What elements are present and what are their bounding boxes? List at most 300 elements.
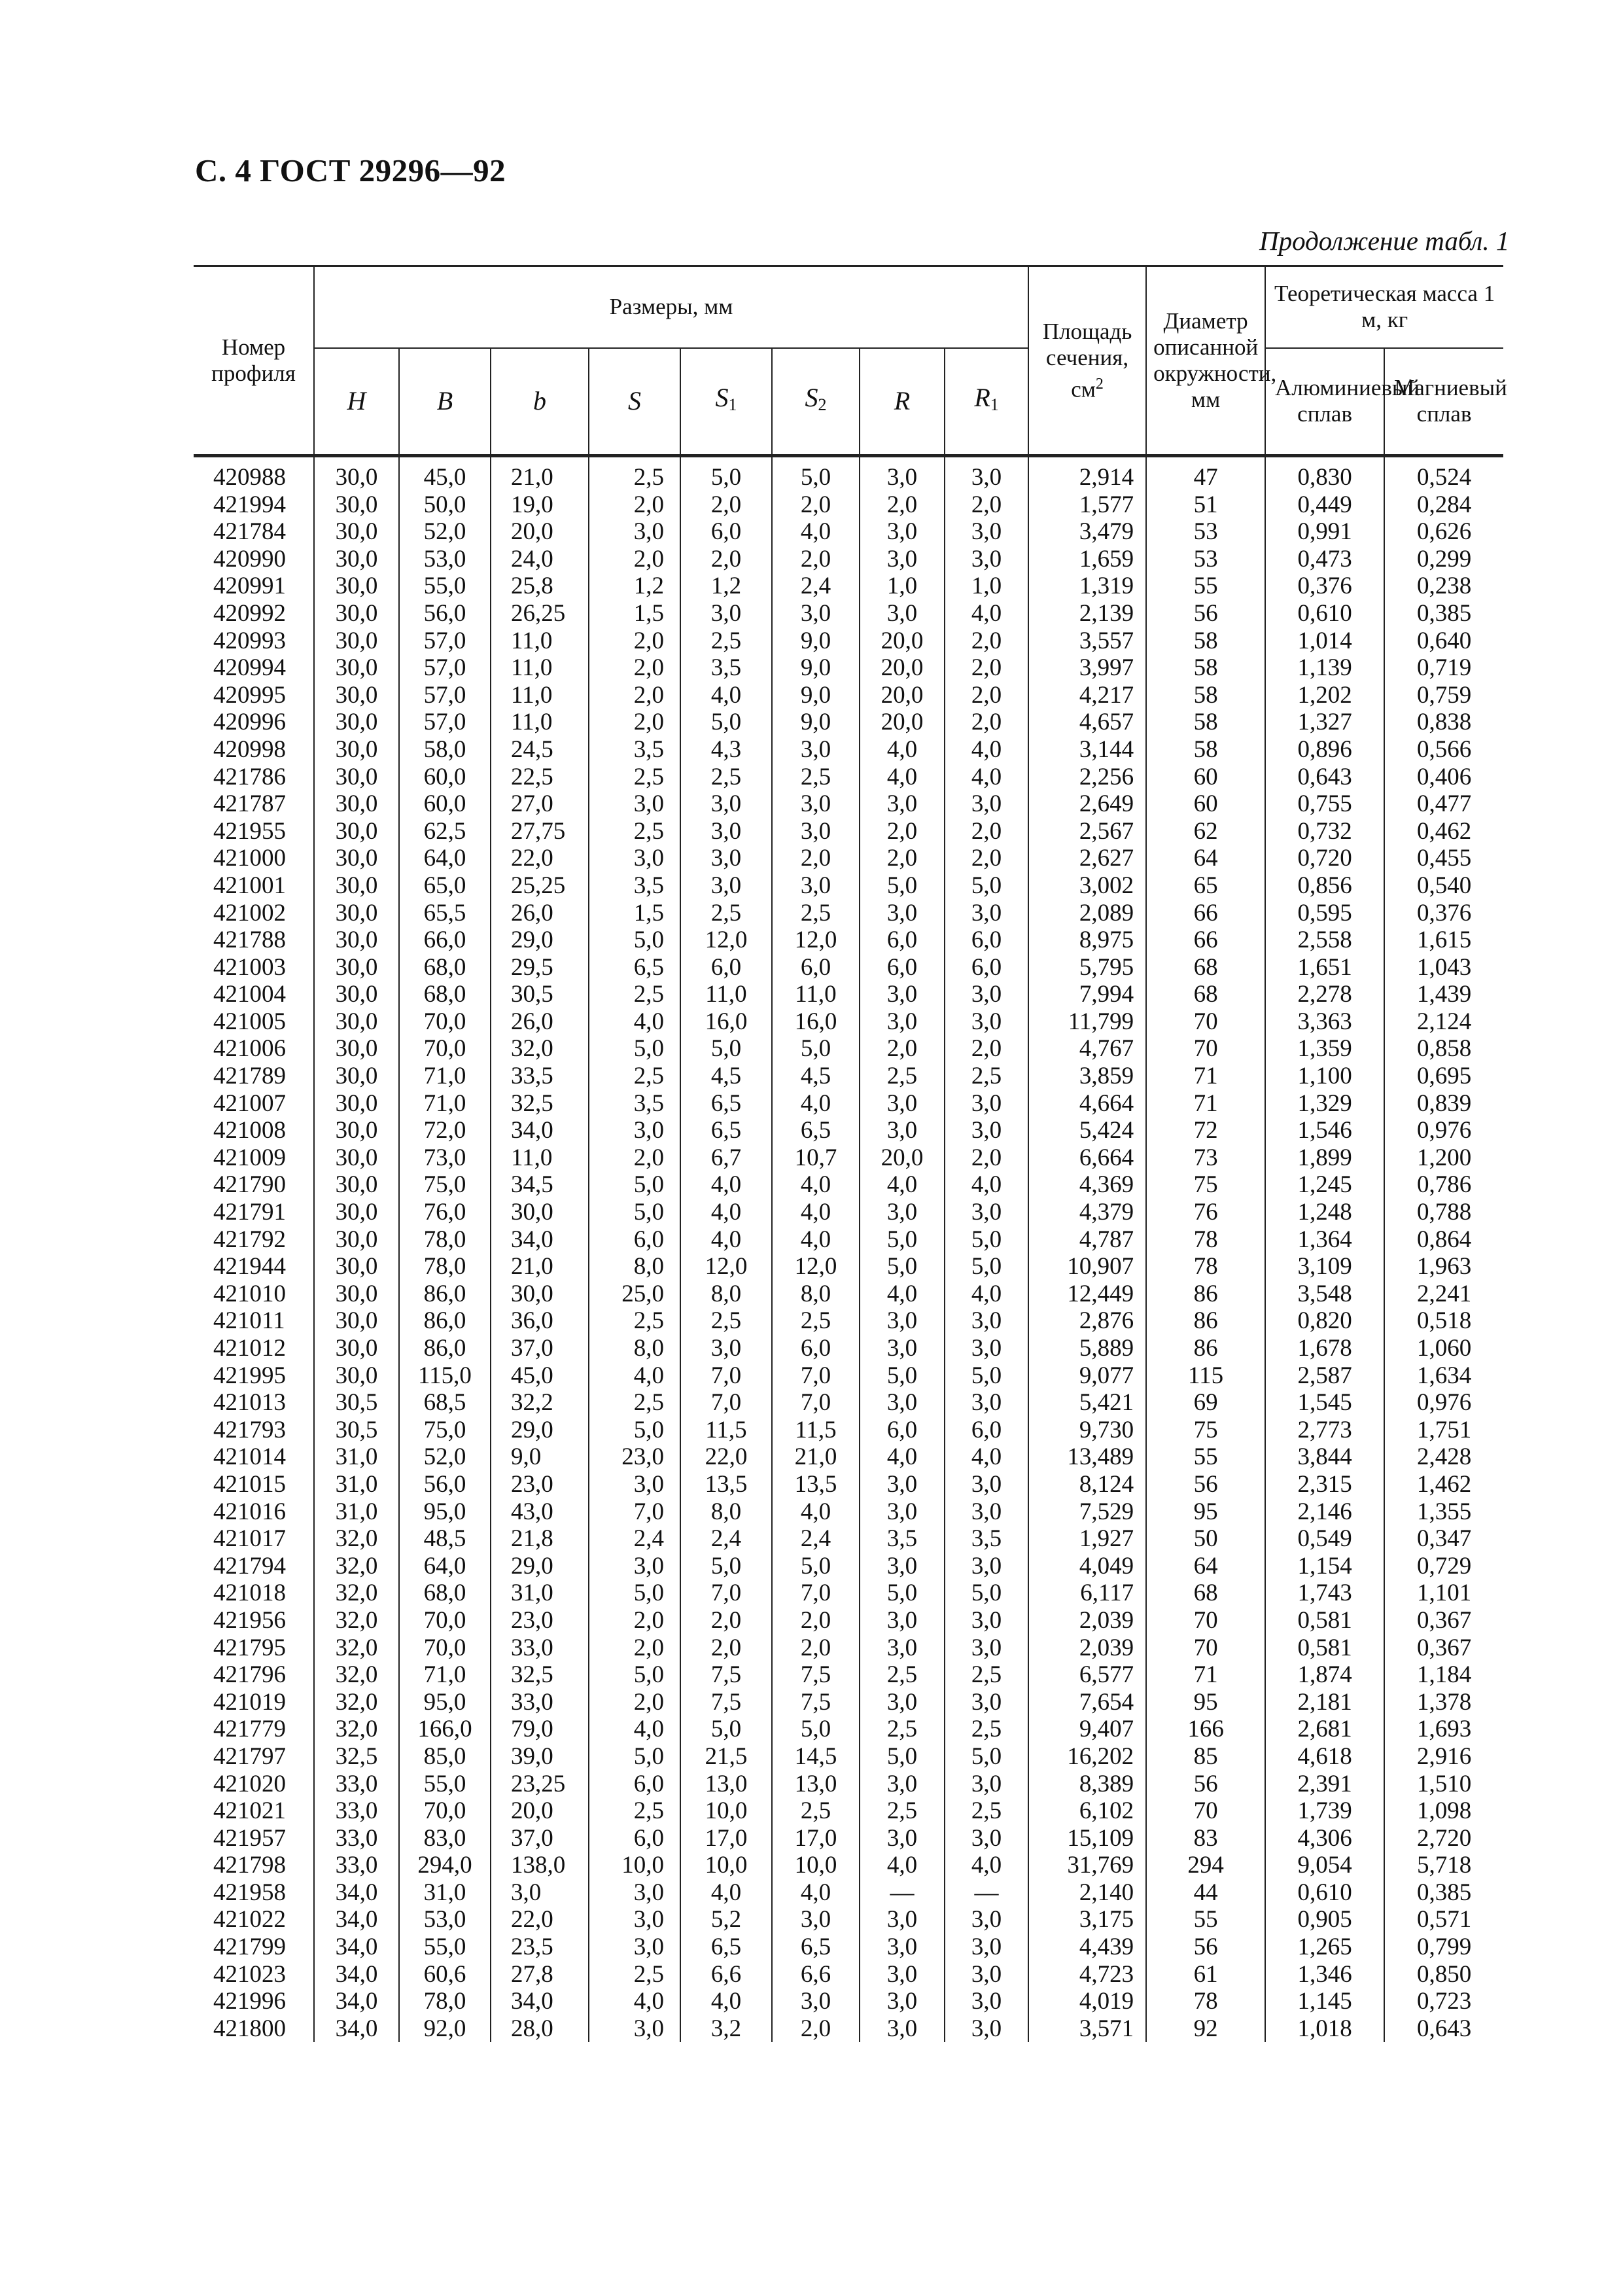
cell-s: 3,5	[589, 1090, 680, 1118]
cell-s2: 2,5	[772, 900, 860, 927]
table-row	[194, 790, 1503, 818]
cell-s1: 21,5	[680, 1743, 772, 1771]
cell-s: 2,5	[589, 764, 680, 791]
cell-r1: 3,0	[945, 1934, 1028, 1961]
cell-mass-magnesium: 0,367	[1384, 1634, 1503, 1662]
cell-r1: 3,0	[945, 1607, 1028, 1634]
cell-b-upper: 95,0	[399, 1498, 491, 1526]
cell-h: 32,0	[314, 1607, 399, 1634]
cell-diameter: 72	[1146, 1117, 1265, 1144]
cell-area: 31,769	[1028, 1852, 1146, 1879]
cell-s1: 7,0	[680, 1362, 772, 1390]
cell-profile-number: 421017	[194, 1525, 314, 1553]
cell-diameter: 55	[1146, 573, 1265, 600]
cell-h: 30,0	[314, 456, 399, 491]
cell-area: 6,117	[1028, 1580, 1146, 1607]
cell-area: 16,202	[1028, 1743, 1146, 1771]
cell-r1: 6,0	[945, 1417, 1028, 1444]
cell-diameter: 75	[1146, 1417, 1265, 1444]
cell-r: 1,0	[860, 573, 945, 600]
cell-mass-magnesium: 0,643	[1384, 2015, 1503, 2043]
cell-s: 6,5	[589, 954, 680, 981]
cell-s2: 4,0	[772, 1171, 860, 1199]
cell-b-upper: 50,0	[399, 491, 491, 519]
table-row	[194, 1525, 1503, 1553]
cell-s1: 3,0	[680, 790, 772, 818]
cell-area: 2,914	[1028, 456, 1146, 491]
cell-mass-aluminium: 2,181	[1265, 1689, 1384, 1716]
cell-h: 34,0	[314, 1988, 399, 2015]
cell-h: 30,0	[314, 654, 399, 682]
cell-mass-aluminium: 0,896	[1265, 736, 1384, 764]
cell-r1: 3,0	[945, 1335, 1028, 1362]
cell-h: 33,0	[314, 1825, 399, 1852]
header-area-exponent: 2	[1095, 375, 1104, 393]
cell-area: 2,039	[1028, 1607, 1146, 1634]
cell-diameter: 70	[1146, 1607, 1265, 1634]
cell-r1: 3,0	[945, 1117, 1028, 1144]
cell-profile-number: 421798	[194, 1852, 314, 1879]
cell-b-upper: 55,0	[399, 573, 491, 600]
cell-diameter: 86	[1146, 1335, 1265, 1362]
cell-area: 8,975	[1028, 927, 1146, 954]
table-row	[194, 981, 1503, 1008]
cell-r: 3,0	[860, 1335, 945, 1362]
header-diameter: Диаметр описанной окружности, мм	[1146, 266, 1265, 456]
cell-mass-aluminium: 0,376	[1265, 573, 1384, 600]
cell-b-upper: 68,0	[399, 954, 491, 981]
cell-s2: 13,0	[772, 1771, 860, 1798]
cell-diameter: 47	[1146, 456, 1265, 491]
cell-mass-aluminium: 0,595	[1265, 900, 1384, 927]
cell-s1: 16,0	[680, 1008, 772, 1036]
cell-s1: 7,0	[680, 1389, 772, 1417]
cell-h: 30,0	[314, 1199, 399, 1226]
table-row	[194, 1008, 1503, 1036]
cell-diameter: 70	[1146, 1634, 1265, 1662]
table-row	[194, 927, 1503, 954]
cell-mass-magnesium: 1,060	[1384, 1335, 1503, 1362]
cell-b-lower: 20,0	[491, 518, 589, 546]
table-row	[194, 518, 1503, 546]
cell-s2: 3,0	[772, 736, 860, 764]
cell-diameter: 55	[1146, 1906, 1265, 1934]
cell-area: 3,002	[1028, 872, 1146, 900]
cell-diameter: 70	[1146, 1035, 1265, 1063]
cell-diameter: 60	[1146, 764, 1265, 791]
cell-area: 5,421	[1028, 1389, 1146, 1417]
cell-mass-aluminium: 0,610	[1265, 1879, 1384, 1907]
cell-r: 3,0	[860, 1498, 945, 1526]
cell-s2: 2,0	[772, 845, 860, 872]
table-row	[194, 1961, 1503, 1988]
cell-mass-aluminium: 3,548	[1265, 1280, 1384, 1308]
cell-area: 4,379	[1028, 1199, 1146, 1226]
cell-h: 33,0	[314, 1852, 399, 1879]
cell-b-lower: 30,0	[491, 1280, 589, 1308]
cell-r1: 2,5	[945, 1716, 1028, 1743]
cell-mass-aluminium: 1,139	[1265, 654, 1384, 682]
table-row	[194, 1226, 1503, 1254]
cell-r1: 2,0	[945, 491, 1028, 519]
cell-s1: 6,0	[680, 518, 772, 546]
cell-area: 4,657	[1028, 709, 1146, 736]
cell-profile-number: 421792	[194, 1226, 314, 1254]
cell-s2: 8,0	[772, 1280, 860, 1308]
cell-area: 7,654	[1028, 1689, 1146, 1716]
cell-area: 1,577	[1028, 491, 1146, 519]
cell-s: 7,0	[589, 1498, 680, 1526]
cell-r1: 3,0	[945, 900, 1028, 927]
cell-area: 4,723	[1028, 1961, 1146, 1988]
cell-s2: 3,0	[772, 600, 860, 627]
cell-profile-number: 421784	[194, 518, 314, 546]
cell-diameter: 51	[1146, 491, 1265, 519]
cell-s2: 4,0	[772, 1498, 860, 1526]
cell-b-lower: 43,0	[491, 1498, 589, 1526]
cell-mass-aluminium: 1,651	[1265, 954, 1384, 981]
cell-mass-magnesium: 0,518	[1384, 1307, 1503, 1335]
cell-r1: 3,0	[945, 1389, 1028, 1417]
cell-profile-number: 421788	[194, 927, 314, 954]
cell-s1: 2,5	[680, 627, 772, 655]
cell-mass-magnesium: 0,788	[1384, 1199, 1503, 1226]
profile-table	[194, 265, 1507, 2042]
cell-r1: 4,0	[945, 1852, 1028, 1879]
cell-b-lower: 9,0	[491, 1443, 589, 1471]
cell-r: 2,0	[860, 491, 945, 519]
cell-mass-magnesium: 2,916	[1384, 1743, 1503, 1771]
cell-b-upper: 85,0	[399, 1743, 491, 1771]
cell-r: 3,0	[860, 2015, 945, 2043]
cell-mass-magnesium: 0,284	[1384, 491, 1503, 519]
cell-b-lower: 27,8	[491, 1961, 589, 1988]
cell-b-upper: 60,0	[399, 790, 491, 818]
cell-b-lower: 25,25	[491, 872, 589, 900]
cell-s2: 9,0	[772, 709, 860, 736]
cell-mass-aluminium: 1,145	[1265, 1988, 1384, 2015]
cell-area: 3,175	[1028, 1906, 1146, 1934]
cell-r: 3,0	[860, 1988, 945, 2015]
cell-s2: 7,0	[772, 1580, 860, 1607]
cell-b-upper: 64,0	[399, 845, 491, 872]
cell-s: 2,5	[589, 818, 680, 845]
cell-s: 6,0	[589, 1825, 680, 1852]
cell-s1: 4,0	[680, 1199, 772, 1226]
cell-b-upper: 71,0	[399, 1661, 491, 1689]
cell-diameter: 166	[1146, 1716, 1265, 1743]
cell-r1: 5,0	[945, 1362, 1028, 1390]
cell-mass-aluminium: 0,755	[1265, 790, 1384, 818]
cell-s1: 6,5	[680, 1090, 772, 1118]
cell-r1: 3,0	[945, 1961, 1028, 1988]
cell-s2: 3,0	[772, 790, 860, 818]
cell-s1: 5,2	[680, 1906, 772, 1934]
cell-b-lower: 34,5	[491, 1171, 589, 1199]
cell-r1: 3,5	[945, 1525, 1028, 1553]
cell-b-lower: 32,2	[491, 1389, 589, 1417]
cell-mass-magnesium: 0,238	[1384, 573, 1503, 600]
cell-mass-magnesium: 1,693	[1384, 1716, 1503, 1743]
cell-diameter: 64	[1146, 845, 1265, 872]
cell-diameter: 60	[1146, 790, 1265, 818]
cell-mass-magnesium: 0,367	[1384, 1607, 1503, 1634]
cell-b-upper: 56,0	[399, 600, 491, 627]
cell-diameter: 64	[1146, 1553, 1265, 1580]
cell-mass-magnesium: 0,406	[1384, 764, 1503, 791]
cell-r: 2,0	[860, 818, 945, 845]
table-row	[194, 1090, 1503, 1118]
cell-r: 6,0	[860, 927, 945, 954]
cell-area: 4,019	[1028, 1988, 1146, 2015]
cell-b-lower: 27,75	[491, 818, 589, 845]
cell-b-lower: 22,0	[491, 1906, 589, 1934]
cell-s2: 2,5	[772, 1797, 860, 1825]
cell-b-upper: 70,0	[399, 1797, 491, 1825]
cell-diameter: 56	[1146, 1934, 1265, 1961]
cell-r: 20,0	[860, 709, 945, 736]
cell-r: 4,0	[860, 764, 945, 791]
cell-r: 3,0	[860, 600, 945, 627]
table-row	[194, 1199, 1503, 1226]
cell-s1: 6,5	[680, 1117, 772, 1144]
cell-diameter: 92	[1146, 2015, 1265, 2043]
cell-b-lower: 23,25	[491, 1771, 589, 1798]
cell-mass-aluminium: 0,732	[1265, 818, 1384, 845]
cell-b-lower: 23,0	[491, 1607, 589, 1634]
cell-r1: 2,5	[945, 1063, 1028, 1090]
cell-s1: 3,0	[680, 600, 772, 627]
table-row	[194, 1362, 1503, 1390]
cell-s: 8,0	[589, 1253, 680, 1280]
cell-profile-number: 420993	[194, 627, 314, 655]
cell-s1: 2,0	[680, 546, 772, 573]
cell-h: 30,0	[314, 491, 399, 519]
cell-mass-aluminium: 4,306	[1265, 1825, 1384, 1852]
cell-mass-magnesium: 0,299	[1384, 546, 1503, 573]
cell-s1: 3,0	[680, 818, 772, 845]
cell-h: 30,0	[314, 1335, 399, 1362]
cell-profile-number: 421800	[194, 2015, 314, 2043]
cell-b-upper: 86,0	[399, 1307, 491, 1335]
cell-s2: 17,0	[772, 1825, 860, 1852]
cell-r1: 4,0	[945, 1171, 1028, 1199]
cell-r: —	[860, 1879, 945, 1907]
cell-profile-number: 420990	[194, 546, 314, 573]
cell-b-lower: 33,0	[491, 1689, 589, 1716]
cell-s2: 12,0	[772, 1253, 860, 1280]
table-row	[194, 1307, 1503, 1335]
table-row	[194, 1716, 1503, 1743]
cell-r1: 5,0	[945, 1743, 1028, 1771]
cell-s2: 2,0	[772, 546, 860, 573]
cell-b-lower: 45,0	[491, 1362, 589, 1390]
cell-mass-aluminium: 2,558	[1265, 927, 1384, 954]
cell-area: 5,889	[1028, 1335, 1146, 1362]
cell-mass-aluminium: 1,329	[1265, 1090, 1384, 1118]
cell-h: 31,0	[314, 1471, 399, 1498]
cell-mass-magnesium: 1,751	[1384, 1417, 1503, 1444]
table-row	[194, 1443, 1503, 1471]
cell-s2: 14,5	[772, 1743, 860, 1771]
cell-r1: 3,0	[945, 1771, 1028, 1798]
cell-b-lower: 33,5	[491, 1063, 589, 1090]
cell-s2: 4,0	[772, 1090, 860, 1118]
cell-s1: 3,0	[680, 1335, 772, 1362]
cell-r1: 3,0	[945, 1307, 1028, 1335]
table-row	[194, 456, 1503, 491]
cell-s2: 4,0	[772, 1226, 860, 1254]
cell-b-lower: 27,0	[491, 790, 589, 818]
cell-mass-magnesium: 0,976	[1384, 1389, 1503, 1417]
header-area-label: Площадь сечения, см	[1042, 318, 1132, 402]
cell-h: 32,0	[314, 1525, 399, 1553]
cell-area: 4,439	[1028, 1934, 1146, 1961]
cell-area: 7,994	[1028, 981, 1146, 1008]
cell-s1: 2,5	[680, 900, 772, 927]
cell-s1: 13,0	[680, 1771, 772, 1798]
cell-r: 5,0	[860, 872, 945, 900]
cell-s2: 11,5	[772, 1417, 860, 1444]
cell-h: 32,0	[314, 1634, 399, 1662]
cell-profile-number: 421995	[194, 1362, 314, 1390]
cell-h: 32,0	[314, 1553, 399, 1580]
cell-area: 2,627	[1028, 845, 1146, 872]
cell-mass-aluminium: 1,018	[1265, 2015, 1384, 2043]
cell-s1: 4,0	[680, 1171, 772, 1199]
cell-b-lower: 11,0	[491, 709, 589, 736]
cell-h: 32,0	[314, 1661, 399, 1689]
cell-profile-number: 420994	[194, 654, 314, 682]
cell-diameter: 68	[1146, 981, 1265, 1008]
cell-diameter: 66	[1146, 900, 1265, 927]
cell-profile-number: 421794	[194, 1553, 314, 1580]
cell-b-lower: 37,0	[491, 1825, 589, 1852]
cell-b-lower: 26,0	[491, 900, 589, 927]
cell-profile-number: 421793	[194, 1417, 314, 1444]
cell-mass-aluminium: 1,014	[1265, 627, 1384, 655]
header-dim-h-symbol: H	[347, 386, 366, 416]
cell-mass-magnesium: 0,347	[1384, 1525, 1503, 1553]
cell-mass-magnesium: 1,963	[1384, 1253, 1503, 1280]
cell-s1: 4,0	[680, 1226, 772, 1254]
cell-mass-magnesium: 0,838	[1384, 709, 1503, 736]
cell-r: 3,0	[860, 1553, 945, 1580]
cell-mass-magnesium: 0,462	[1384, 818, 1503, 845]
cell-h: 30,0	[314, 1362, 399, 1390]
cell-r: 6,0	[860, 954, 945, 981]
cell-b-lower: 25,8	[491, 573, 589, 600]
cell-s2: 2,5	[772, 764, 860, 791]
cell-mass-aluminium: 2,315	[1265, 1471, 1384, 1498]
header-dim-r1	[945, 348, 1028, 456]
cell-profile-number: 421000	[194, 845, 314, 872]
cell-area: 10,907	[1028, 1253, 1146, 1280]
cell-b-upper: 294,0	[399, 1852, 491, 1879]
cell-s: 3,0	[589, 2015, 680, 2043]
cell-mass-magnesium: 0,566	[1384, 736, 1503, 764]
cell-profile-number: 421996	[194, 1988, 314, 2015]
cell-s: 3,0	[589, 1934, 680, 1961]
table-row	[194, 573, 1503, 600]
cell-b-upper: 71,0	[399, 1063, 491, 1090]
cell-s: 4,0	[589, 1008, 680, 1036]
cell-b-lower: 11,0	[491, 654, 589, 682]
cell-r: 3,0	[860, 1634, 945, 1662]
cell-s2: 5,0	[772, 1716, 860, 1743]
cell-mass-magnesium: 0,640	[1384, 627, 1503, 655]
cell-b-lower: 36,0	[491, 1307, 589, 1335]
cell-s2: 6,6	[772, 1961, 860, 1988]
cell-b-lower: 19,0	[491, 491, 589, 519]
cell-s: 2,5	[589, 1961, 680, 1988]
table-row	[194, 1471, 1503, 1498]
cell-mass-magnesium: 0,524	[1384, 456, 1503, 491]
cell-b-lower: 26,25	[491, 600, 589, 627]
cell-s1: 4,5	[680, 1063, 772, 1090]
table-row	[194, 654, 1503, 682]
header-dim-s1	[680, 348, 772, 456]
table-row	[194, 1661, 1503, 1689]
cell-r1: 4,0	[945, 1280, 1028, 1308]
cell-diameter: 68	[1146, 954, 1265, 981]
cell-h: 30,0	[314, 954, 399, 981]
cell-b-upper: 62,5	[399, 818, 491, 845]
table-row	[194, 1171, 1503, 1199]
cell-b-lower: 23,0	[491, 1471, 589, 1498]
cell-profile-number: 421789	[194, 1063, 314, 1090]
cell-area: 2,140	[1028, 1879, 1146, 1907]
table-row	[194, 1771, 1503, 1798]
cell-s1: 2,0	[680, 1634, 772, 1662]
cell-b-upper: 86,0	[399, 1280, 491, 1308]
cell-h: 30,0	[314, 600, 399, 627]
header-dim-b-upper	[399, 348, 491, 456]
cell-diameter: 56	[1146, 600, 1265, 627]
cell-mass-magnesium: 1,439	[1384, 981, 1503, 1008]
cell-mass-aluminium: 1,248	[1265, 1199, 1384, 1226]
cell-s: 2,0	[589, 654, 680, 682]
cell-r1: 3,0	[945, 1553, 1028, 1580]
table-row	[194, 491, 1503, 519]
cell-s: 1,5	[589, 900, 680, 927]
cell-s2: 3,0	[772, 872, 860, 900]
cell-mass-magnesium: 1,355	[1384, 1498, 1503, 1526]
cell-s: 23,0	[589, 1443, 680, 1471]
cell-profile-number: 421957	[194, 1825, 314, 1852]
cell-b-lower: 23,5	[491, 1934, 589, 1961]
cell-r: 4,0	[860, 1852, 945, 1879]
cell-r1: 2,5	[945, 1797, 1028, 1825]
cell-b-upper: 45,0	[399, 456, 491, 491]
table-row	[194, 954, 1503, 981]
cell-mass-magnesium: 0,976	[1384, 1117, 1503, 1144]
cell-r1: 2,0	[945, 654, 1028, 682]
cell-profile-number: 421023	[194, 1961, 314, 1988]
cell-b-upper: 70,0	[399, 1035, 491, 1063]
cell-b-upper: 83,0	[399, 1825, 491, 1852]
cell-s1: 3,0	[680, 872, 772, 900]
cell-h: 30,0	[314, 872, 399, 900]
cell-s: 6,0	[589, 1226, 680, 1254]
cell-s2: 10,7	[772, 1144, 860, 1172]
cell-h: 30,0	[314, 927, 399, 954]
cell-mass-aluminium: 2,681	[1265, 1716, 1384, 1743]
cell-s1: 4,0	[680, 682, 772, 709]
header-area	[1028, 266, 1146, 456]
cell-b-upper: 57,0	[399, 654, 491, 682]
cell-s2: 5,0	[772, 1035, 860, 1063]
